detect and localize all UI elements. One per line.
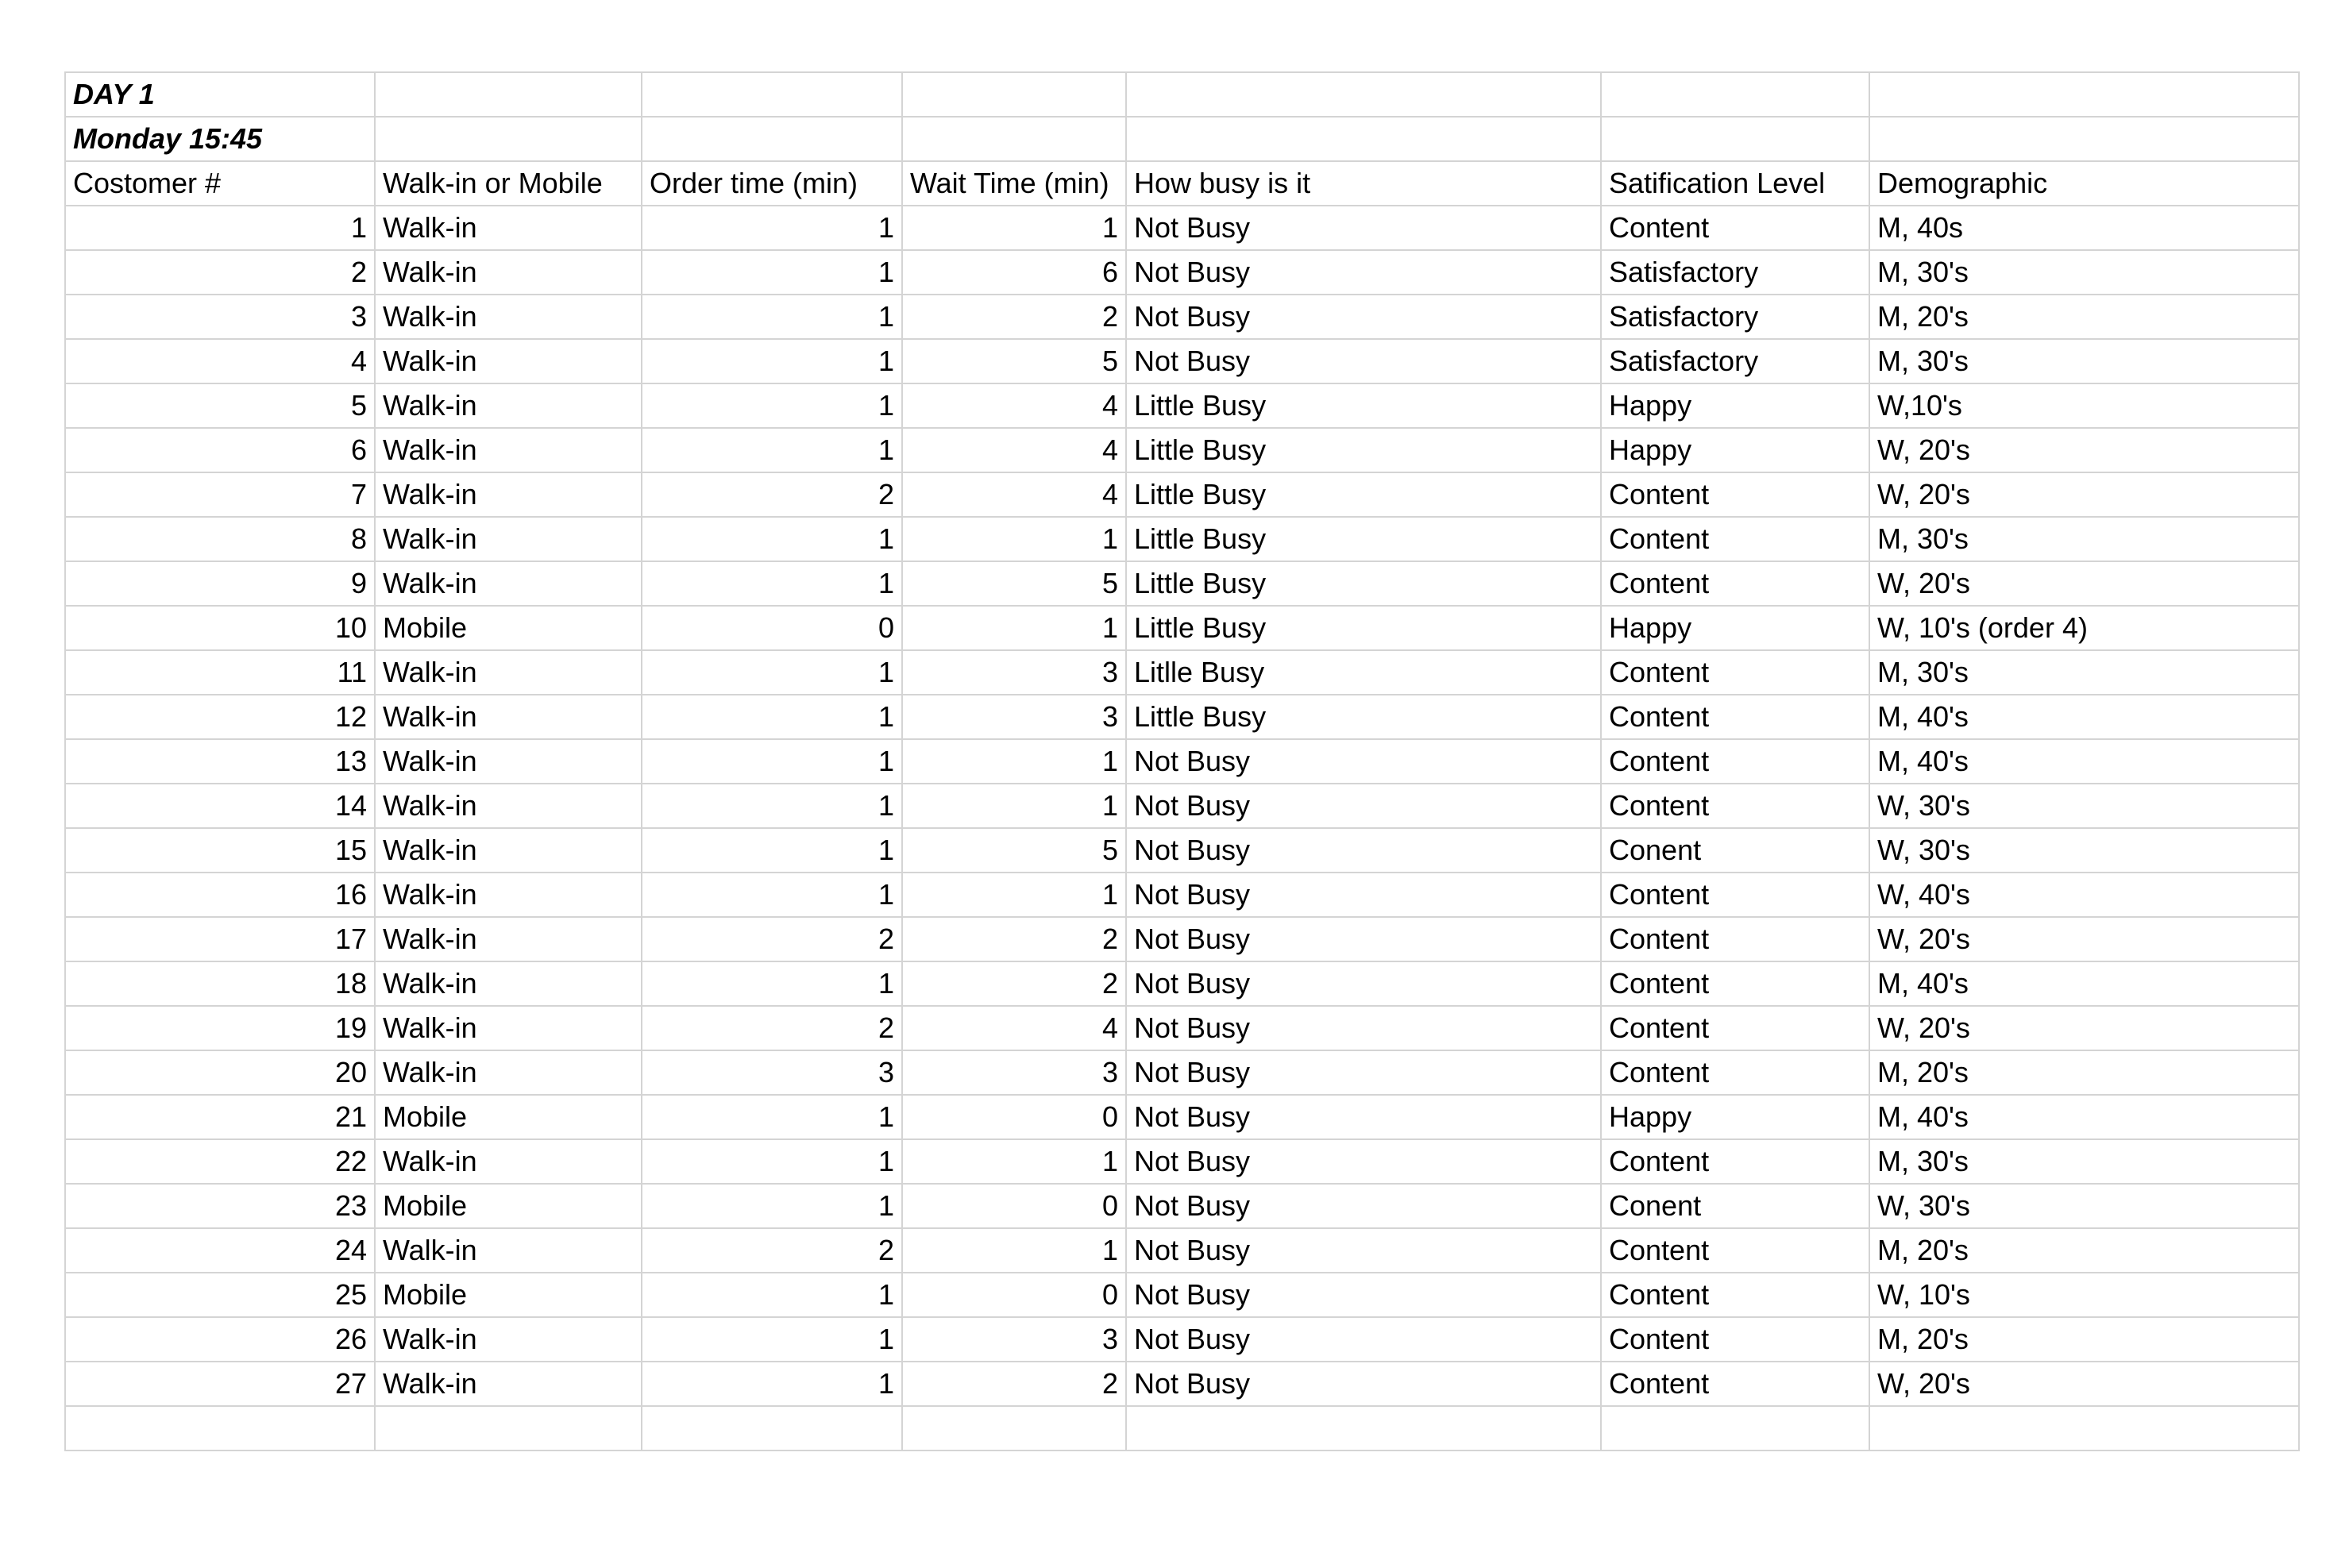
cell-order-time[interactable]: 1	[642, 961, 902, 1006]
cell-demographic[interactable]: M, 20's	[1869, 295, 2299, 339]
cell-how-busy[interactable]: Not Busy	[1126, 250, 1601, 295]
cell-how-busy[interactable]: Not Busy	[1126, 1006, 1601, 1050]
cell-walkin-or-mobile[interactable]: Walk-in	[375, 428, 642, 472]
cell-satisfaction-level[interactable]: Content	[1601, 1139, 1869, 1184]
cell-walkin-or-mobile[interactable]: Walk-in	[375, 561, 642, 606]
cell-satisfaction-level[interactable]: Happy	[1601, 428, 1869, 472]
cell-wait-time[interactable]: 2	[902, 295, 1126, 339]
cell-order-time[interactable]: 1	[642, 250, 902, 295]
table-row	[65, 828, 2299, 873]
cell-order-time[interactable]: 1	[642, 695, 902, 739]
cell-how-busy[interactable]: Litlle Busy	[1126, 650, 1601, 695]
cell-how-busy[interactable]: Not Busy	[1126, 1050, 1601, 1095]
cell-satisfaction-level[interactable]: Content	[1601, 650, 1869, 695]
spreadsheet-body	[65, 72, 2299, 1450]
cell-order-time[interactable]: 1	[642, 784, 902, 828]
table-row	[65, 1317, 2299, 1362]
cell-customer-number[interactable]: 2	[65, 250, 375, 295]
cell-order-time[interactable]: 1	[642, 561, 902, 606]
cell-customer-number[interactable]: 8	[65, 517, 375, 561]
cell-demographic[interactable]: M, 40's	[1869, 961, 2299, 1006]
cell-order-time[interactable]: 2	[642, 917, 902, 961]
table-row	[65, 472, 2299, 517]
cell-order-time[interactable]: 1	[642, 428, 902, 472]
cell-demographic[interactable]: M, 30's	[1869, 650, 2299, 695]
cell-demographic[interactable]: W,10's	[1869, 383, 2299, 428]
cell-demographic[interactable]: M, 40's	[1869, 1095, 2299, 1139]
cell-wait-time[interactable]: 4	[902, 472, 1126, 517]
cell-wait-time[interactable]: 1	[902, 739, 1126, 784]
cell-demographic[interactable]: M, 40's	[1869, 695, 2299, 739]
cell-satisfaction-level[interactable]: Happy	[1601, 606, 1869, 650]
table-row	[65, 1050, 2299, 1095]
cell-how-busy[interactable]: Not Busy	[1126, 917, 1601, 961]
empty-cell[interactable]	[642, 1406, 902, 1450]
cell-walkin-or-mobile[interactable]: Walk-in	[375, 1317, 642, 1362]
empty-cell[interactable]	[1126, 1406, 1601, 1450]
header-satisfaction-level[interactable]: Satification Level	[1601, 161, 1869, 206]
cell-demographic[interactable]: W, 10's (order 4)	[1869, 606, 2299, 650]
cell-walkin-or-mobile[interactable]: Walk-in	[375, 784, 642, 828]
cell-customer-number[interactable]: 16	[65, 873, 375, 917]
cell-satisfaction-level[interactable]: Satisfactory	[1601, 295, 1869, 339]
cell-satisfaction-level[interactable]: Conent	[1601, 828, 1869, 873]
cell-demographic[interactable]: M, 30's	[1869, 339, 2299, 383]
header-demographic[interactable]: Demographic	[1869, 161, 2299, 206]
cell-customer-number[interactable]: 24	[65, 1228, 375, 1273]
cell-how-busy[interactable]: Little Busy	[1126, 428, 1601, 472]
table-row	[65, 561, 2299, 606]
cell-satisfaction-level[interactable]: Content	[1601, 784, 1869, 828]
cell-order-time[interactable]: 0	[642, 606, 902, 650]
header-order-time[interactable]: Order time (min)	[642, 161, 902, 206]
cell-walkin-or-mobile[interactable]: Walk-in	[375, 1362, 642, 1406]
cell-satisfaction-level[interactable]: Satisfactory	[1601, 339, 1869, 383]
cell-demographic[interactable]: W, 20's	[1869, 1362, 2299, 1406]
cell-how-busy[interactable]: Little Busy	[1126, 606, 1601, 650]
cell-how-busy[interactable]: Not Busy	[1126, 1095, 1601, 1139]
cell-order-time[interactable]: 3	[642, 1050, 902, 1095]
cell-satisfaction-level[interactable]: Content	[1601, 1317, 1869, 1362]
cell-wait-time[interactable]: 1	[902, 1139, 1126, 1184]
table-row	[65, 1362, 2299, 1406]
cell-order-time[interactable]: 2	[642, 472, 902, 517]
empty-cell[interactable]	[1601, 1406, 1869, 1450]
cell-order-time[interactable]: 1	[642, 1095, 902, 1139]
cell-walkin-or-mobile[interactable]: Walk-in	[375, 517, 642, 561]
cell-satisfaction-level[interactable]: Content	[1601, 961, 1869, 1006]
cell-order-time[interactable]: 1	[642, 739, 902, 784]
cell-how-busy[interactable]: Not Busy	[1126, 739, 1601, 784]
empty-cell[interactable]	[375, 72, 642, 117]
cell-customer-number[interactable]: 5	[65, 383, 375, 428]
cell-how-busy[interactable]: Not Busy	[1126, 206, 1601, 250]
cell-demographic[interactable]: M, 20's	[1869, 1317, 2299, 1362]
cell-order-time[interactable]: 1	[642, 339, 902, 383]
cell-demographic[interactable]: W, 10's	[1869, 1273, 2299, 1317]
cell-wait-time[interactable]: 5	[902, 339, 1126, 383]
table-row	[65, 1006, 2299, 1050]
cell-how-busy[interactable]: Not Busy	[1126, 1273, 1601, 1317]
table-row	[65, 606, 2299, 650]
cell-wait-time[interactable]: 1	[902, 784, 1126, 828]
empty-cell[interactable]	[1126, 117, 1601, 161]
cell-customer-number[interactable]: 12	[65, 695, 375, 739]
table-row	[65, 295, 2299, 339]
cell-demographic[interactable]: W, 20's	[1869, 472, 2299, 517]
cell-wait-time[interactable]: 2	[902, 917, 1126, 961]
cell-demographic[interactable]: W, 30's	[1869, 828, 2299, 873]
table-row	[65, 1228, 2299, 1273]
cell-customer-number[interactable]: 1	[65, 206, 375, 250]
table-row	[65, 428, 2299, 472]
cell-wait-time[interactable]: 4	[902, 383, 1126, 428]
cell-satisfaction-level[interactable]: Content	[1601, 561, 1869, 606]
cell-satisfaction-level[interactable]: Conent	[1601, 1184, 1869, 1228]
cell-walkin-or-mobile[interactable]: Walk-in	[375, 917, 642, 961]
cell-wait-time[interactable]: 3	[902, 650, 1126, 695]
cell-walkin-or-mobile[interactable]: Walk-in	[375, 1228, 642, 1273]
session-title-cell[interactable]: Monday 15:45	[65, 117, 375, 161]
cell-customer-number[interactable]: 14	[65, 784, 375, 828]
cell-order-time[interactable]: 1	[642, 1184, 902, 1228]
table-row	[65, 1273, 2299, 1317]
empty-cell[interactable]	[642, 72, 902, 117]
cell-demographic[interactable]: M, 20's	[1869, 1050, 2299, 1095]
cell-wait-time[interactable]: 3	[902, 695, 1126, 739]
cell-wait-time[interactable]: 5	[902, 828, 1126, 873]
cell-demographic[interactable]: W, 20's	[1869, 561, 2299, 606]
cell-demographic[interactable]: W, 20's	[1869, 428, 2299, 472]
cell-order-time[interactable]: 1	[642, 206, 902, 250]
table-row	[65, 1139, 2299, 1184]
cell-demographic[interactable]: W, 30's	[1869, 784, 2299, 828]
cell-how-busy[interactable]: Not Busy	[1126, 1184, 1601, 1228]
table-row	[65, 339, 2299, 383]
cell-wait-time[interactable]: 3	[902, 1050, 1126, 1095]
cell-order-time[interactable]: 2	[642, 1006, 902, 1050]
cell-how-busy[interactable]: Not Busy	[1126, 1139, 1601, 1184]
cell-wait-time[interactable]: 2	[902, 1362, 1126, 1406]
cell-how-busy[interactable]: Little Busy	[1126, 472, 1601, 517]
cell-walkin-or-mobile[interactable]: Walk-in	[375, 961, 642, 1006]
table-row	[65, 695, 2299, 739]
cell-how-busy[interactable]: Not Busy	[1126, 1228, 1601, 1273]
cell-order-time[interactable]: 2	[642, 1228, 902, 1273]
cell-walkin-or-mobile[interactable]: Mobile	[375, 1095, 642, 1139]
cell-satisfaction-level[interactable]: Content	[1601, 517, 1869, 561]
cell-customer-number[interactable]: 15	[65, 828, 375, 873]
cell-customer-number[interactable]: 7	[65, 472, 375, 517]
empty-cell[interactable]	[1126, 72, 1601, 117]
cell-demographic[interactable]: M, 40's	[1869, 739, 2299, 784]
cell-wait-time[interactable]: 5	[902, 561, 1126, 606]
cell-walkin-or-mobile[interactable]: Walk-in	[375, 206, 642, 250]
cell-walkin-or-mobile[interactable]: Walk-in	[375, 295, 642, 339]
cell-demographic[interactable]: W, 20's	[1869, 917, 2299, 961]
cell-satisfaction-level[interactable]: Content	[1601, 695, 1869, 739]
cell-customer-number[interactable]: 4	[65, 339, 375, 383]
title-row-day	[65, 72, 2299, 117]
cell-wait-time[interactable]: 2	[902, 961, 1126, 1006]
table-row	[65, 873, 2299, 917]
cell-customer-number[interactable]: 17	[65, 917, 375, 961]
cell-satisfaction-level[interactable]: Content	[1601, 1362, 1869, 1406]
empty-cell[interactable]	[1601, 117, 1869, 161]
cell-satisfaction-level[interactable]: Happy	[1601, 1095, 1869, 1139]
cell-walkin-or-mobile[interactable]: Walk-in	[375, 1006, 642, 1050]
cell-satisfaction-level[interactable]: Satisfactory	[1601, 250, 1869, 295]
empty-cell[interactable]	[642, 117, 902, 161]
cell-wait-time[interactable]: 6	[902, 250, 1126, 295]
cell-customer-number[interactable]: 19	[65, 1006, 375, 1050]
cell-walkin-or-mobile[interactable]: Mobile	[375, 1273, 642, 1317]
cell-customer-number[interactable]: 26	[65, 1317, 375, 1362]
cell-walkin-or-mobile[interactable]: Walk-in	[375, 472, 642, 517]
cell-order-time[interactable]: 1	[642, 650, 902, 695]
cell-customer-number[interactable]: 23	[65, 1184, 375, 1228]
header-how-busy[interactable]: How busy is it	[1126, 161, 1601, 206]
empty-cell[interactable]	[902, 1406, 1126, 1450]
cell-walkin-or-mobile[interactable]: Walk-in	[375, 650, 642, 695]
cell-order-time[interactable]: 1	[642, 828, 902, 873]
cell-how-busy[interactable]: Not Busy	[1126, 1317, 1601, 1362]
cell-satisfaction-level[interactable]: Content	[1601, 739, 1869, 784]
cell-how-busy[interactable]: Not Busy	[1126, 961, 1601, 1006]
cell-how-busy[interactable]: Not Busy	[1126, 1362, 1601, 1406]
cell-walkin-or-mobile[interactable]: Mobile	[375, 606, 642, 650]
cell-wait-time[interactable]: 0	[902, 1273, 1126, 1317]
cell-how-busy[interactable]: Little Busy	[1126, 561, 1601, 606]
cell-satisfaction-level[interactable]: Content	[1601, 1273, 1869, 1317]
cell-wait-time[interactable]: 0	[902, 1095, 1126, 1139]
cell-wait-time[interactable]: 4	[902, 428, 1126, 472]
table-row	[65, 250, 2299, 295]
cell-satisfaction-level[interactable]: Content	[1601, 917, 1869, 961]
cell-walkin-or-mobile[interactable]: Walk-in	[375, 739, 642, 784]
spreadsheet-table	[64, 71, 2300, 1451]
table-row	[65, 1095, 2299, 1139]
cell-demographic[interactable]: W, 20's	[1869, 1006, 2299, 1050]
empty-cell[interactable]	[902, 72, 1126, 117]
cell-order-time[interactable]: 1	[642, 295, 902, 339]
cell-demographic[interactable]: M, 30's	[1869, 250, 2299, 295]
title-row-session	[65, 117, 2299, 161]
cell-satisfaction-level[interactable]: Happy	[1601, 383, 1869, 428]
empty-cell[interactable]	[1869, 72, 2299, 117]
cell-wait-time[interactable]: 4	[902, 1006, 1126, 1050]
table-row	[65, 650, 2299, 695]
table-row	[65, 383, 2299, 428]
table-row	[65, 517, 2299, 561]
empty-cell[interactable]	[375, 117, 642, 161]
cell-order-time[interactable]: 1	[642, 1317, 902, 1362]
cell-order-time[interactable]: 1	[642, 873, 902, 917]
cell-walkin-or-mobile[interactable]: Mobile	[375, 1184, 642, 1228]
cell-customer-number[interactable]: 20	[65, 1050, 375, 1095]
table-row	[65, 784, 2299, 828]
cell-wait-time[interactable]: 1	[902, 517, 1126, 561]
cell-customer-number[interactable]: 10	[65, 606, 375, 650]
cell-customer-number[interactable]: 11	[65, 650, 375, 695]
cell-walkin-or-mobile[interactable]: Walk-in	[375, 1050, 642, 1095]
cell-order-time[interactable]: 1	[642, 1362, 902, 1406]
empty-cell[interactable]	[1869, 1406, 2299, 1450]
cell-walkin-or-mobile[interactable]: Walk-in	[375, 339, 642, 383]
cell-walkin-or-mobile[interactable]: Walk-in	[375, 873, 642, 917]
cell-customer-number[interactable]: 22	[65, 1139, 375, 1184]
cell-how-busy[interactable]: Not Busy	[1126, 784, 1601, 828]
cell-satisfaction-level[interactable]: Content	[1601, 472, 1869, 517]
cell-customer-number[interactable]: 18	[65, 961, 375, 1006]
table-row	[65, 1184, 2299, 1228]
cell-demographic[interactable]: W, 30's	[1869, 1184, 2299, 1228]
header-row	[65, 161, 2299, 206]
cell-customer-number[interactable]: 21	[65, 1095, 375, 1139]
cell-how-busy[interactable]: Not Busy	[1126, 339, 1601, 383]
cell-wait-time[interactable]: 1	[902, 1228, 1126, 1273]
empty-row	[65, 1406, 2299, 1450]
cell-order-time[interactable]: 1	[642, 1273, 902, 1317]
cell-wait-time[interactable]: 3	[902, 1317, 1126, 1362]
empty-cell[interactable]	[65, 1406, 375, 1450]
cell-walkin-or-mobile[interactable]: Walk-in	[375, 1139, 642, 1184]
cell-walkin-or-mobile[interactable]: Walk-in	[375, 828, 642, 873]
empty-cell[interactable]	[1601, 72, 1869, 117]
cell-demographic[interactable]: M, 30's	[1869, 517, 2299, 561]
cell-order-time[interactable]: 1	[642, 383, 902, 428]
cell-demographic[interactable]: M, 40s	[1869, 206, 2299, 250]
day-title-cell[interactable]: DAY 1	[65, 72, 375, 117]
cell-demographic[interactable]: M, 30's	[1869, 1139, 2299, 1184]
empty-cell[interactable]	[375, 1406, 642, 1450]
cell-wait-time[interactable]: 0	[902, 1184, 1126, 1228]
cell-wait-time[interactable]: 1	[902, 606, 1126, 650]
empty-cell[interactable]	[1869, 117, 2299, 161]
header-wait-time[interactable]: Wait Time (min)	[902, 161, 1126, 206]
table-row	[65, 739, 2299, 784]
empty-cell[interactable]	[902, 117, 1126, 161]
cell-how-busy[interactable]: Little Busy	[1126, 383, 1601, 428]
cell-customer-number[interactable]: 9	[65, 561, 375, 606]
cell-order-time[interactable]: 1	[642, 517, 902, 561]
cell-how-busy[interactable]: Not Busy	[1126, 873, 1601, 917]
header-customer-number[interactable]: Costomer #	[65, 161, 375, 206]
cell-how-busy[interactable]: Not Busy	[1126, 828, 1601, 873]
cell-customer-number[interactable]: 3	[65, 295, 375, 339]
cell-how-busy[interactable]: Little Busy	[1126, 695, 1601, 739]
cell-walkin-or-mobile[interactable]: Walk-in	[375, 695, 642, 739]
header-walkin-or-mobile[interactable]: Walk-in or Mobile	[375, 161, 642, 206]
table-row	[65, 917, 2299, 961]
cell-customer-number[interactable]: 25	[65, 1273, 375, 1317]
table-row	[65, 961, 2299, 1006]
cell-demographic[interactable]: M, 20's	[1869, 1228, 2299, 1273]
cell-walkin-or-mobile[interactable]: Walk-in	[375, 383, 642, 428]
cell-satisfaction-level[interactable]: Content	[1601, 1228, 1869, 1273]
cell-order-time[interactable]: 1	[642, 1139, 902, 1184]
cell-satisfaction-level[interactable]: Content	[1601, 873, 1869, 917]
cell-customer-number[interactable]: 27	[65, 1362, 375, 1406]
cell-demographic[interactable]: W, 40's	[1869, 873, 2299, 917]
cell-wait-time[interactable]: 1	[902, 873, 1126, 917]
cell-satisfaction-level[interactable]: Content	[1601, 206, 1869, 250]
cell-satisfaction-level[interactable]: Content	[1601, 1050, 1869, 1095]
cell-wait-time[interactable]: 1	[902, 206, 1126, 250]
cell-how-busy[interactable]: Not Busy	[1126, 295, 1601, 339]
cell-customer-number[interactable]: 6	[65, 428, 375, 472]
cell-how-busy[interactable]: Little Busy	[1126, 517, 1601, 561]
cell-walkin-or-mobile[interactable]: Walk-in	[375, 250, 642, 295]
cell-satisfaction-level[interactable]: Content	[1601, 1006, 1869, 1050]
cell-customer-number[interactable]: 13	[65, 739, 375, 784]
table-row	[65, 206, 2299, 250]
